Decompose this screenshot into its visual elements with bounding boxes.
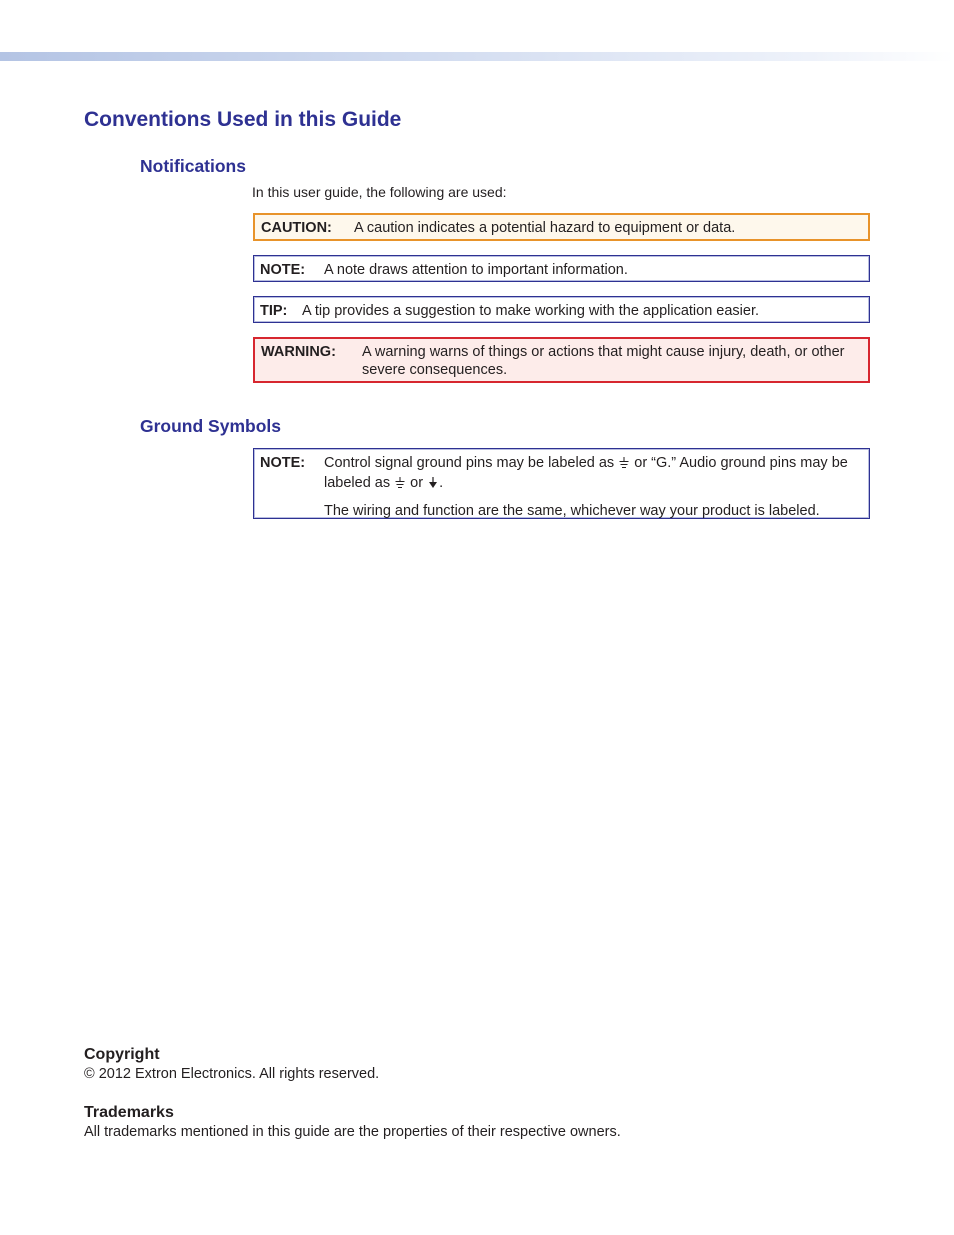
earth-ground-icon	[428, 476, 438, 494]
ground-note-box	[253, 448, 870, 519]
ground-note-paragraph-1	[324, 454, 859, 494]
note-label: NOTE:	[260, 262, 306, 278]
copyright-text: © 2012 Extron Electronics. All rights reserved.	[84, 1066, 380, 1082]
ground-note-body	[324, 454, 859, 520]
ground-text-part: or “G.” Audio ground pins may be labeled as	[324, 455, 848, 491]
header-gradient-bar	[0, 52, 954, 61]
caution-box	[253, 213, 870, 241]
ground-note-label: NOTE:	[260, 455, 306, 471]
ground-text-part: or	[410, 475, 424, 491]
notifications-heading: Notifications	[140, 156, 246, 176]
tip-text: A tip provides a suggestion to make working with the application easier.	[302, 303, 760, 319]
ground-note-paragraph-2: The wiring and function are the same, whichever way your product is labeled.	[324, 503, 820, 519]
tip-box	[253, 296, 870, 323]
tip-label: TIP:	[260, 303, 288, 319]
signal-ground-icon	[619, 456, 629, 474]
ground-symbols-heading: Ground Symbols	[140, 416, 281, 436]
signal-ground-icon	[395, 476, 405, 494]
trademarks-text: All trademarks mentioned in this guide are the properties of their respective owners.	[84, 1124, 621, 1140]
warning-label: WARNING:	[261, 344, 336, 360]
ground-text-part: Control signal ground pins may be labeled as	[324, 455, 615, 471]
copyright-heading: Copyright	[84, 1046, 160, 1063]
note-box	[253, 255, 870, 282]
notifications-intro: In this user guide, the following are used:	[252, 184, 507, 200]
caution-label: CAUTION:	[261, 220, 332, 236]
caution-text: A caution indicates a potential hazard to equipment or data.	[354, 220, 736, 236]
trademarks-heading: Trademarks	[84, 1104, 174, 1121]
note-text: A note draws attention to important information.	[324, 262, 628, 278]
ground-text-part: .	[439, 475, 444, 491]
warning-box	[253, 337, 870, 383]
page-title: Conventions Used in this Guide	[84, 108, 402, 131]
warning-text: A warning warns of things or actions that might cause injury, death, or other severe consequences.	[362, 344, 845, 378]
